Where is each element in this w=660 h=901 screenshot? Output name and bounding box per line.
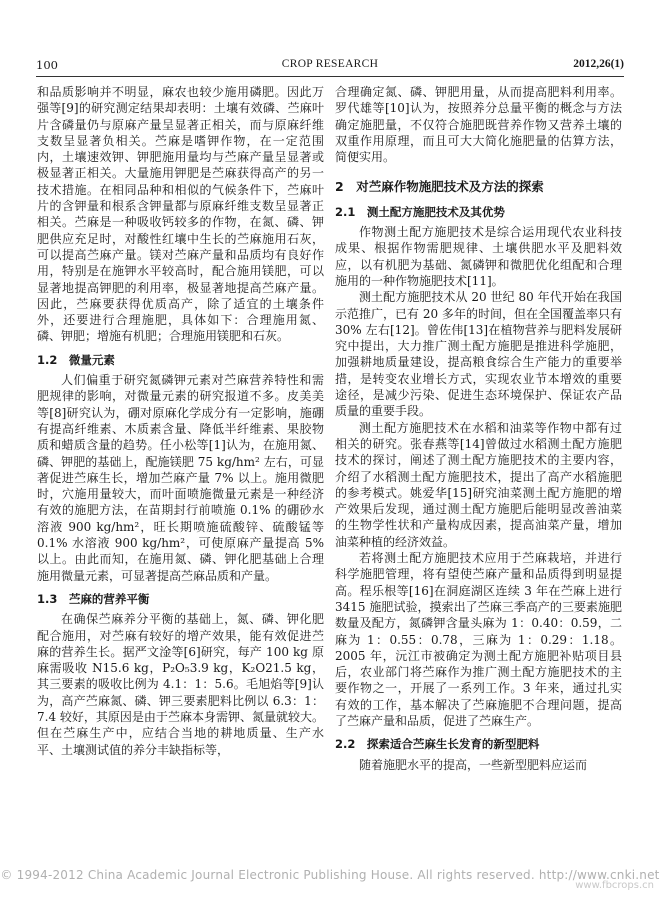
footer-link[interactable]: http://www.cnki.net (538, 868, 660, 882)
left-column (37, 84, 324, 758)
paragraph: 若将测土配方施肥技术应用于苎麻栽培，并进行科学施肥管理，将有望使苎麻产量和品质得到明显提高。程乐根等[16]在洞庭湖区连续 3 年在苎麻上进行 3415 施肥试验，摸索出了苎麻三季高产的三要素施肥数量及配方，氮磷钾含量头麻为 1：0.40：0.59，二麻为 1：0.55：0.78，三麻为 1：0.29：1.18。2005 年，沅江市被确定为测土配方施肥补贴项目县后，农业部门将苎麻作为推广测土配方施肥技术的主要作物之一，开展了一系列工作。3 年来，通过扎实有效的工作，基本解决了苎麻施肥不合理问题，提高了苎麻产量和品质，促进了苎麻生产。 (335, 551, 622, 728)
paragraph: 随着施肥水平的提高，一些新型肥料应运而 (359, 757, 588, 772)
page-number: 100 (36, 58, 58, 72)
copyright-text: © 1994-2012 China Academic Journal Electronic Publishing House. All rights reserved. (0, 868, 535, 882)
paragraph: 在确保苎麻养分平衡的基础上，氮、磷、钾化肥配合施用，对苎麻有较好的增产效果，能有效促进苎麻的营养生长。据严文淦等[6]研究，每产 100 kg 原麻需吸收 N15.6 kg，P₂O₅3.9 kg，K₂O21.5 kg，其三要素的吸收比例为 4.1：1：5.6。毛旭焰等[9]认为，高产苎麻氮、磷、钾三要素肥料比例以 6.3：1：7.4 较好，其原因是由于苎麻本身需钾、氮量就较大。但在苎麻生产中，应结合当地的耕地质量、生产水平、土壤测试值的养分丰缺指标等， (37, 612, 324, 757)
right-column (335, 84, 622, 773)
paragraph: 测土配方施肥技术从 20 世纪 80 年代开始在我国示范推广，已有 20 多年的时间，但在全国覆盖率只有 30% 左右[12]。曾佐伟[13]在植物营养与肥料发展研究中提出，大力推广测土配方施肥是推进科学施肥，加强耕地质量建设，提高粮食综合生产能力的重要举措，是转变农业增长方式，实现农业节本增效的重要途径，是减少污染、促进生态环境保护、保证农产品质量的重要手段。 (335, 290, 622, 419)
paragraph: 人们偏重于研究氮磷钾元素对苎麻营养特性和需肥规律的影响，对微量元素的研究报道不多。皮美美等[8]研究认为，硼对原麻化学成分有一定影响，施硼有提高纤维素、木质素含量、降低半纤维素、果胶物质和蜡质含量的趋势。任小松等[1]认为，在施用氮、磷、钾肥的基础上，配施镁肥 75 kg/hm² 左右，可显著促进苎麻生长，增加苎麻产量 7% 以上。施用微肥时，穴施用量较大，而叶面喷施微量元素是一种经济有效的施肥方法，在苗期封行前喷施 0.1% 的硼砂水溶液 900 kg/hm²，旺长期喷施硫酸锌、硫酸锰等 0.1% 水溶液 900 kg/hm²，可使原麻产量提高 5% 以上。由此而知，在施用氮、磷、钾化肥基础上合理施用微量元素，可显著提高苎麻品质和产量。 (37, 373, 324, 583)
section-heading-2-1: 2.1 测土配方施肥技术及其优势 (335, 204, 505, 219)
watermark: www.fbcrops.cn (575, 880, 654, 891)
section-heading-2: 2 对苎麻作物施肥技术及方法的探索 (335, 179, 544, 195)
journal-name: CROP RESEARCH (281, 58, 379, 70)
paragraph: 作物测土配方施肥技术是综合运用现代农业科技成果、根据作物需肥规律、土壤供肥水平及肥料效应，以有机肥为基础、氮磷钾和微肥优化组配和合理施用的一种作物施肥技术[11]。 (335, 225, 622, 288)
volume-issue: 2012,26(1) (573, 58, 624, 70)
section-heading-2-2: 2.2 探索适合苎麻生长发育的新型肥料 (335, 737, 540, 752)
running-header (36, 58, 624, 77)
copyright-footer (0, 868, 660, 888)
paragraph: 测土配方施肥技术在水稻和油菜等作物中都有过相关的研究。张春燕等[14]曾做过水稻测土配方施肥技术的探讨，阐述了测土配方施肥技术的主要内容，介绍了水稻测土配方施肥技术，提出了高产水稻施肥的参考模式。姚爱华[15]研究油菜测土配方施肥的增产效果后发现，通过测土配方施肥后能明显改善油菜的生物学性状和产量构成因素，提高油菜产量，增加油菜种植的经济效益。 (335, 420, 622, 549)
section-heading-1-2: 1.2 微量元素 (37, 352, 115, 367)
paragraph: 合理确定氮、磷、钾肥用量，从而提高肥料利用率。罗代雄等[10]认为，按照养分总量平衡的概念与方法确定施肥量，不仅符合施肥既营养作物又营养土壤的双重作用原理，而且可大大简化施肥量的估算方法，简便实用。 (335, 85, 622, 165)
paragraph: 和品质影响并不明显，麻农也较少施用磷肥。因此万强等[9]的研究测定结果却表明：土壤有效磷、苎麻叶片含磷量仍与原麻产量呈显著正相关，而与原麻纤维支数呈显著负相关。苎麻是嗜钾作物，在一定范围内，土壤速效钾、钾肥施用量均与苎麻产量呈显著或极显著正相关。大量施用钾肥是苎麻获得高产的另一技术措施。在相同品种和相似的气候条件下，苎麻叶片的含钾量和根系含钾量都与原麻纤维支数呈显著正相关。苎麻是一种吸收钙较多的作物，在氮、磷、钾肥供应充足时，对酸性红壤中生长的苎麻施用石灰，可以提高苎麻产量。镁对苎麻产量和品质均有良好作用，特别是在施钾水平较高时，配合施用镁肥，可以显著地提高钾肥的利用率，极显著地提高苎麻产量。因此，苎麻要获得优质高产，除了适宜的土壤条件外，还要进行合理施肥，具体如下：合理施用氮、磷、钾肥；增施有机肥；合理施用镁肥和石灰。 (37, 85, 324, 344)
section-heading-1-3: 1.3 苎麻的营养平衡 (37, 591, 150, 606)
